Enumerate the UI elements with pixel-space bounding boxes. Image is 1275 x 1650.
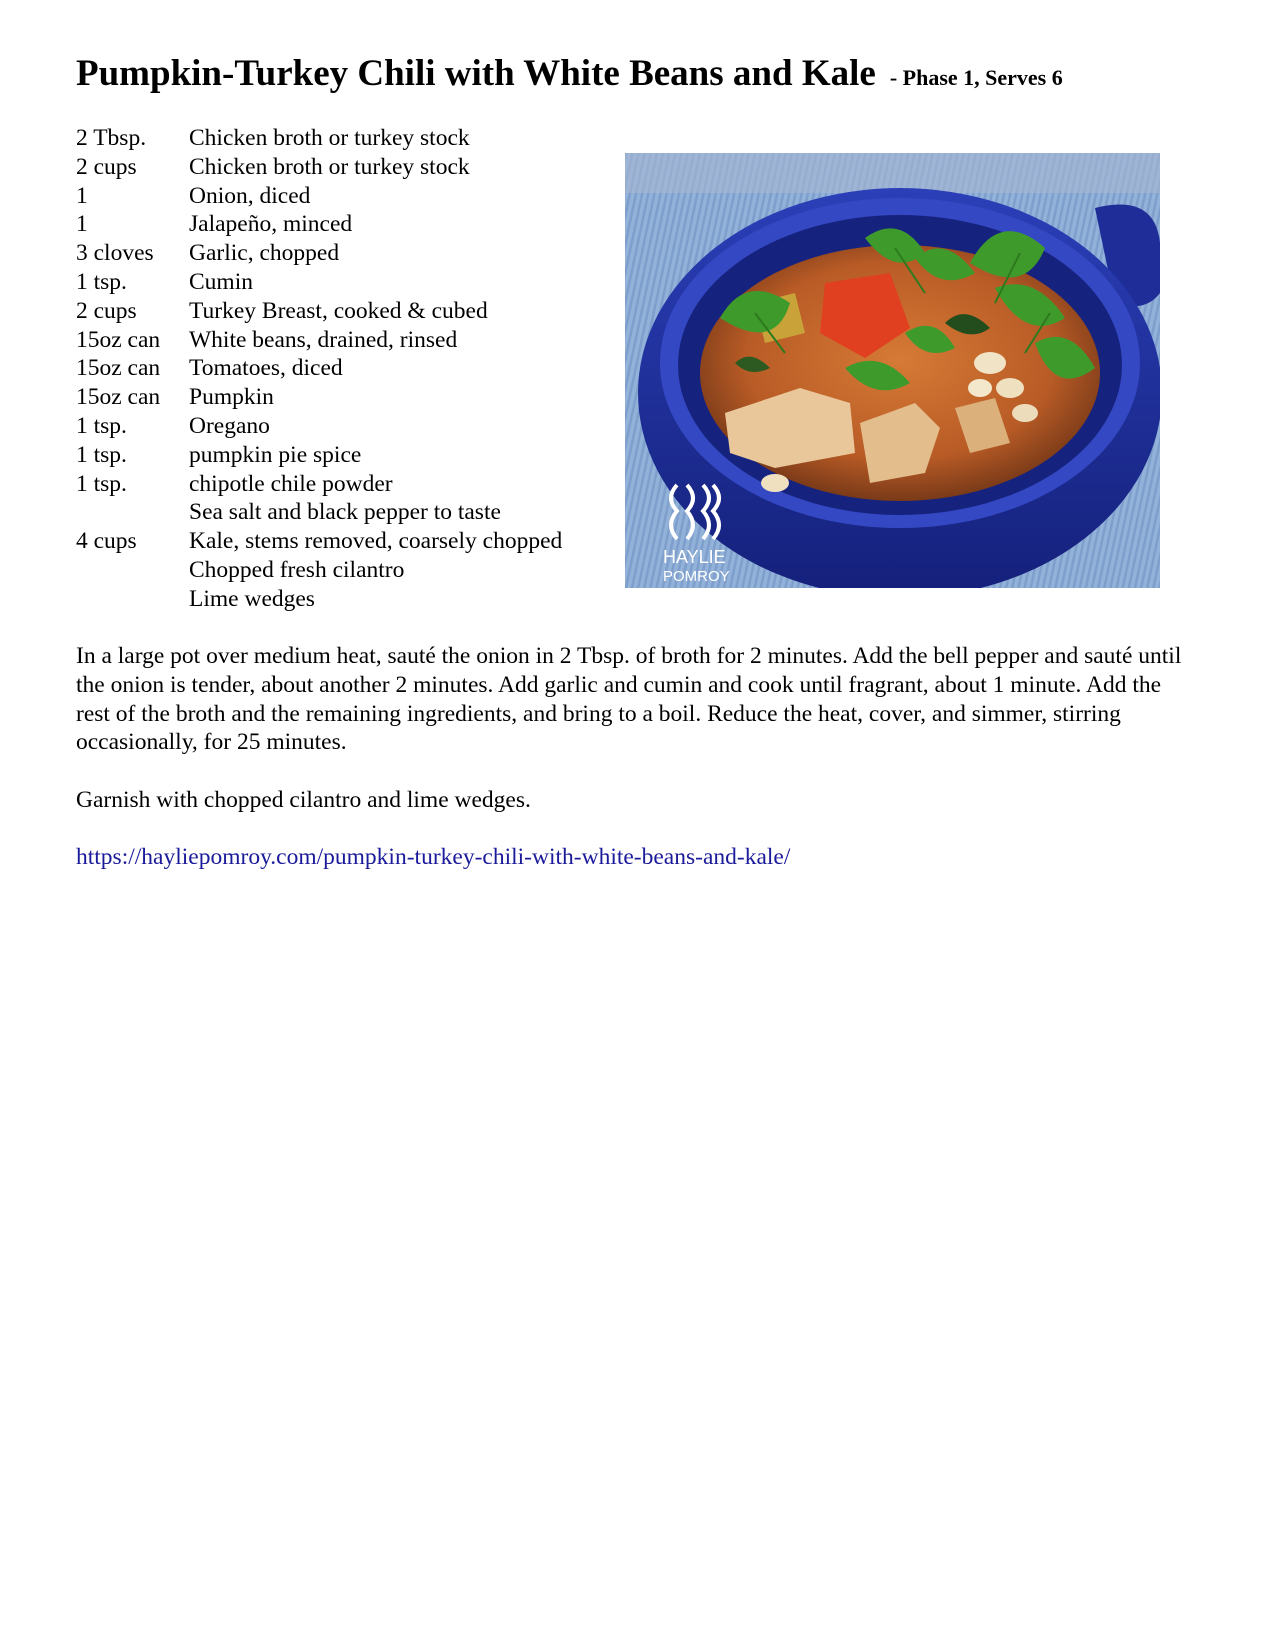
ingredient-quantity: 15oz can xyxy=(76,384,161,411)
ingredient-name: Chopped fresh cilantro xyxy=(189,556,405,583)
ingredient-row xyxy=(76,527,562,556)
ingredient-row xyxy=(76,210,562,239)
ingredient-row xyxy=(76,124,562,153)
watermark-line1: HAYLIE xyxy=(663,547,726,567)
ingredient-name: Garlic, chopped xyxy=(189,240,340,267)
ingredient-quantity: 1 xyxy=(76,182,88,209)
ingredient-name: White beans, drained, rinsed xyxy=(189,326,458,353)
ingredient-name: Chicken broth or turkey stock xyxy=(189,153,470,180)
ingredient-row xyxy=(76,268,562,297)
recipe-title-main: Pumpkin-Turkey Chili with White Beans and Kale xyxy=(76,53,876,94)
recipe-title-subtitle: - Phase 1, Serves 6 xyxy=(889,65,1063,90)
ingredient-row xyxy=(76,326,562,355)
ingredient-row xyxy=(76,297,562,326)
ingredient-quantity: 2 cups xyxy=(76,297,137,324)
ingredient-quantity: 15oz can xyxy=(76,355,161,382)
garnish-note: Garnish with chopped cilantro and lime wedges. xyxy=(76,787,531,813)
ingredient-name: Oregano xyxy=(189,412,270,439)
ingredient-row xyxy=(76,354,562,383)
ingredient-row xyxy=(76,556,562,585)
ingredient-name: Sea salt and black pepper to taste xyxy=(189,499,501,526)
ingredient-quantity: 2 Tbsp. xyxy=(76,125,147,151)
ingredient-row xyxy=(76,585,562,614)
ingredient-name: Lime wedges xyxy=(189,585,315,612)
ingredient-row xyxy=(76,412,562,441)
ingredient-quantity: 1 tsp. xyxy=(76,268,127,295)
ingredient-quantity xyxy=(76,585,189,614)
ingredient-row xyxy=(76,182,562,211)
ingredient-quantity: 4 cups xyxy=(76,528,137,555)
ingredient-quantity: 1 tsp. xyxy=(76,470,127,497)
ingredient-name: Turkey Breast, cooked & cubed xyxy=(189,297,488,324)
ingredient-quantity: 1 tsp. xyxy=(76,441,127,468)
ingredient-row xyxy=(76,239,562,268)
ingredients-list xyxy=(76,124,562,614)
ingredient-name: Tomatoes, diced xyxy=(189,355,343,382)
ingredient-name: pumpkin pie spice xyxy=(189,441,362,468)
ingredient-quantity: 15oz can xyxy=(76,326,161,353)
ingredient-name: Onion, diced xyxy=(189,182,311,209)
chili-bowl-photo xyxy=(625,153,1160,588)
ingredient-quantity xyxy=(76,498,189,527)
ingredient-name: chipotle chile powder xyxy=(189,470,393,497)
ingredient-row xyxy=(76,470,562,499)
ingredient-row xyxy=(76,153,562,182)
recipe-title xyxy=(76,52,1063,96)
watermark-line2: POMROY xyxy=(663,568,730,585)
ingredient-quantity: 1 tsp. xyxy=(76,412,127,439)
ingredient-quantity: 1 xyxy=(76,211,88,238)
ingredient-name: Jalapeño, minced xyxy=(189,211,353,238)
ingredient-quantity: 3 cloves xyxy=(76,240,154,267)
source-link[interactable]: https://hayliepomroy.com/pumpkin-turkey-chili-with-white-beans-and-kale/ xyxy=(76,844,791,870)
ingredient-name: Chicken broth or turkey stock xyxy=(189,125,470,151)
ingredient-quantity: 2 cups xyxy=(76,153,137,180)
recipe-instructions: In a large pot over medium heat, sauté the onion in 2 Tbsp. of broth for 2 minutes. Add the bell pepper and sauté until the onion is tender, about another 2 minutes. Add garlic and cumin and cook until fragrant, about 1 minute. Add the rest of the broth and the remaining ingredients, and bring to a boil. Reduce the heat, cover, and simmer, stirring occasionally, for 25 minutes. xyxy=(76,643,1182,756)
ingredient-name: Cumin xyxy=(189,268,253,295)
recipe-photo xyxy=(625,153,1160,588)
ingredient-name: Pumpkin xyxy=(189,384,274,411)
ingredient-row xyxy=(76,441,562,470)
ingredient-row xyxy=(76,383,562,412)
ingredient-quantity xyxy=(76,556,189,585)
ingredient-row xyxy=(76,498,562,527)
ingredient-name: Kale, stems removed, coarsely chopped xyxy=(189,528,563,555)
